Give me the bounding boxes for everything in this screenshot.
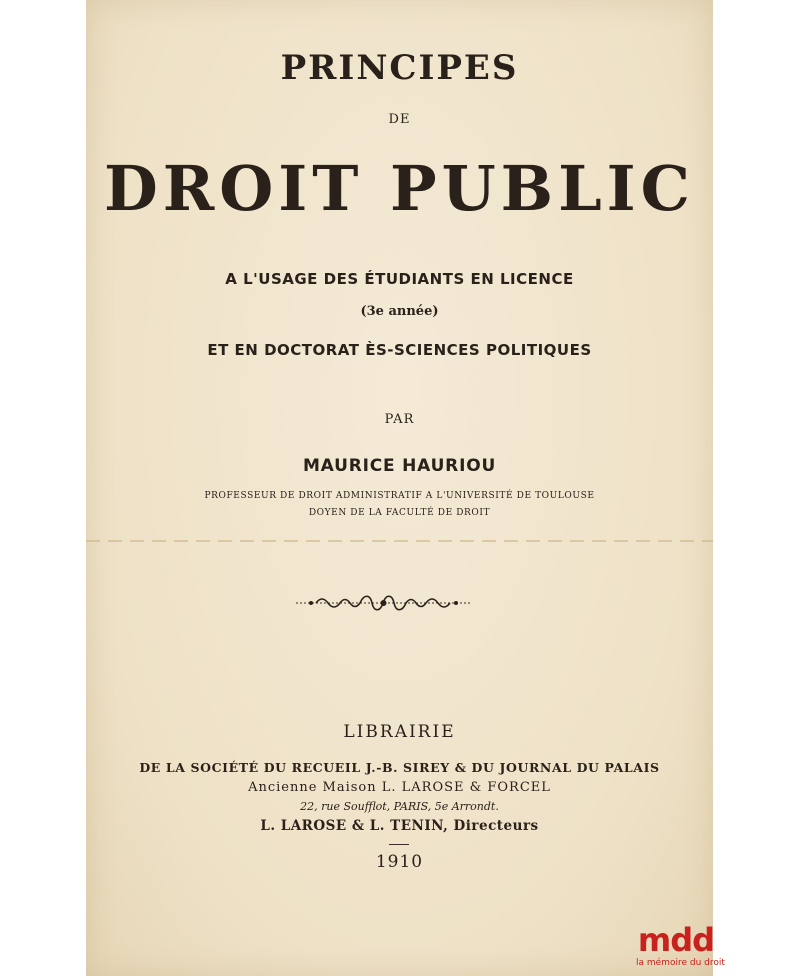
title-line-1: PRINCIPES xyxy=(280,48,519,88)
printer-ornament-icon xyxy=(296,593,471,613)
scanned-title-page xyxy=(86,0,713,976)
publisher-address: 22, rue Soufflot, PARIS, 5e Arrondt. xyxy=(300,800,499,813)
publication-year: 1910 xyxy=(375,852,424,872)
logo-mark: mdd xyxy=(637,921,715,959)
subtitle-line-1: A L'USAGE DES ÉTUDIANTS EN LICENCE xyxy=(225,270,574,288)
author-affiliation-1: PROFESSEUR DE DROIT ADMINISTRATIF A L'UNIVERSITÉ DE TOULOUSE xyxy=(204,491,595,501)
publisher-line-1: DE LA SOCIÉTÉ DU RECUEIL J.-B. SIREY & DU JOURNAL DU PALAIS xyxy=(139,760,660,775)
page-fold-line xyxy=(86,540,713,542)
title-line-2: DROIT PUBLIC xyxy=(103,152,696,225)
subtitle-line-2: (3e année) xyxy=(360,304,439,319)
author-name: MAURICE HAURIOU xyxy=(302,456,497,476)
publisher-directors: L. LAROSE & L. TENIN, Directeurs xyxy=(260,818,539,834)
author-affiliation-2: DOYEN DE LA FACULTÉ DE DROIT xyxy=(308,508,491,518)
subtitle-line-3: ET EN DOCTORAT ÈS-SCIENCES POLITIQUES xyxy=(207,341,592,359)
publisher-heading: LIBRAIRIE xyxy=(343,722,456,742)
separator-dash xyxy=(389,844,409,845)
logo-tagline: la mémoire du droit xyxy=(636,958,725,968)
publisher-line-2: Ancienne Maison L. LAROSE & FORCEL xyxy=(248,780,551,795)
mdd-watermark-logo xyxy=(636,921,725,973)
by-label: PAR xyxy=(384,412,415,427)
title-connector: DE xyxy=(388,112,411,127)
